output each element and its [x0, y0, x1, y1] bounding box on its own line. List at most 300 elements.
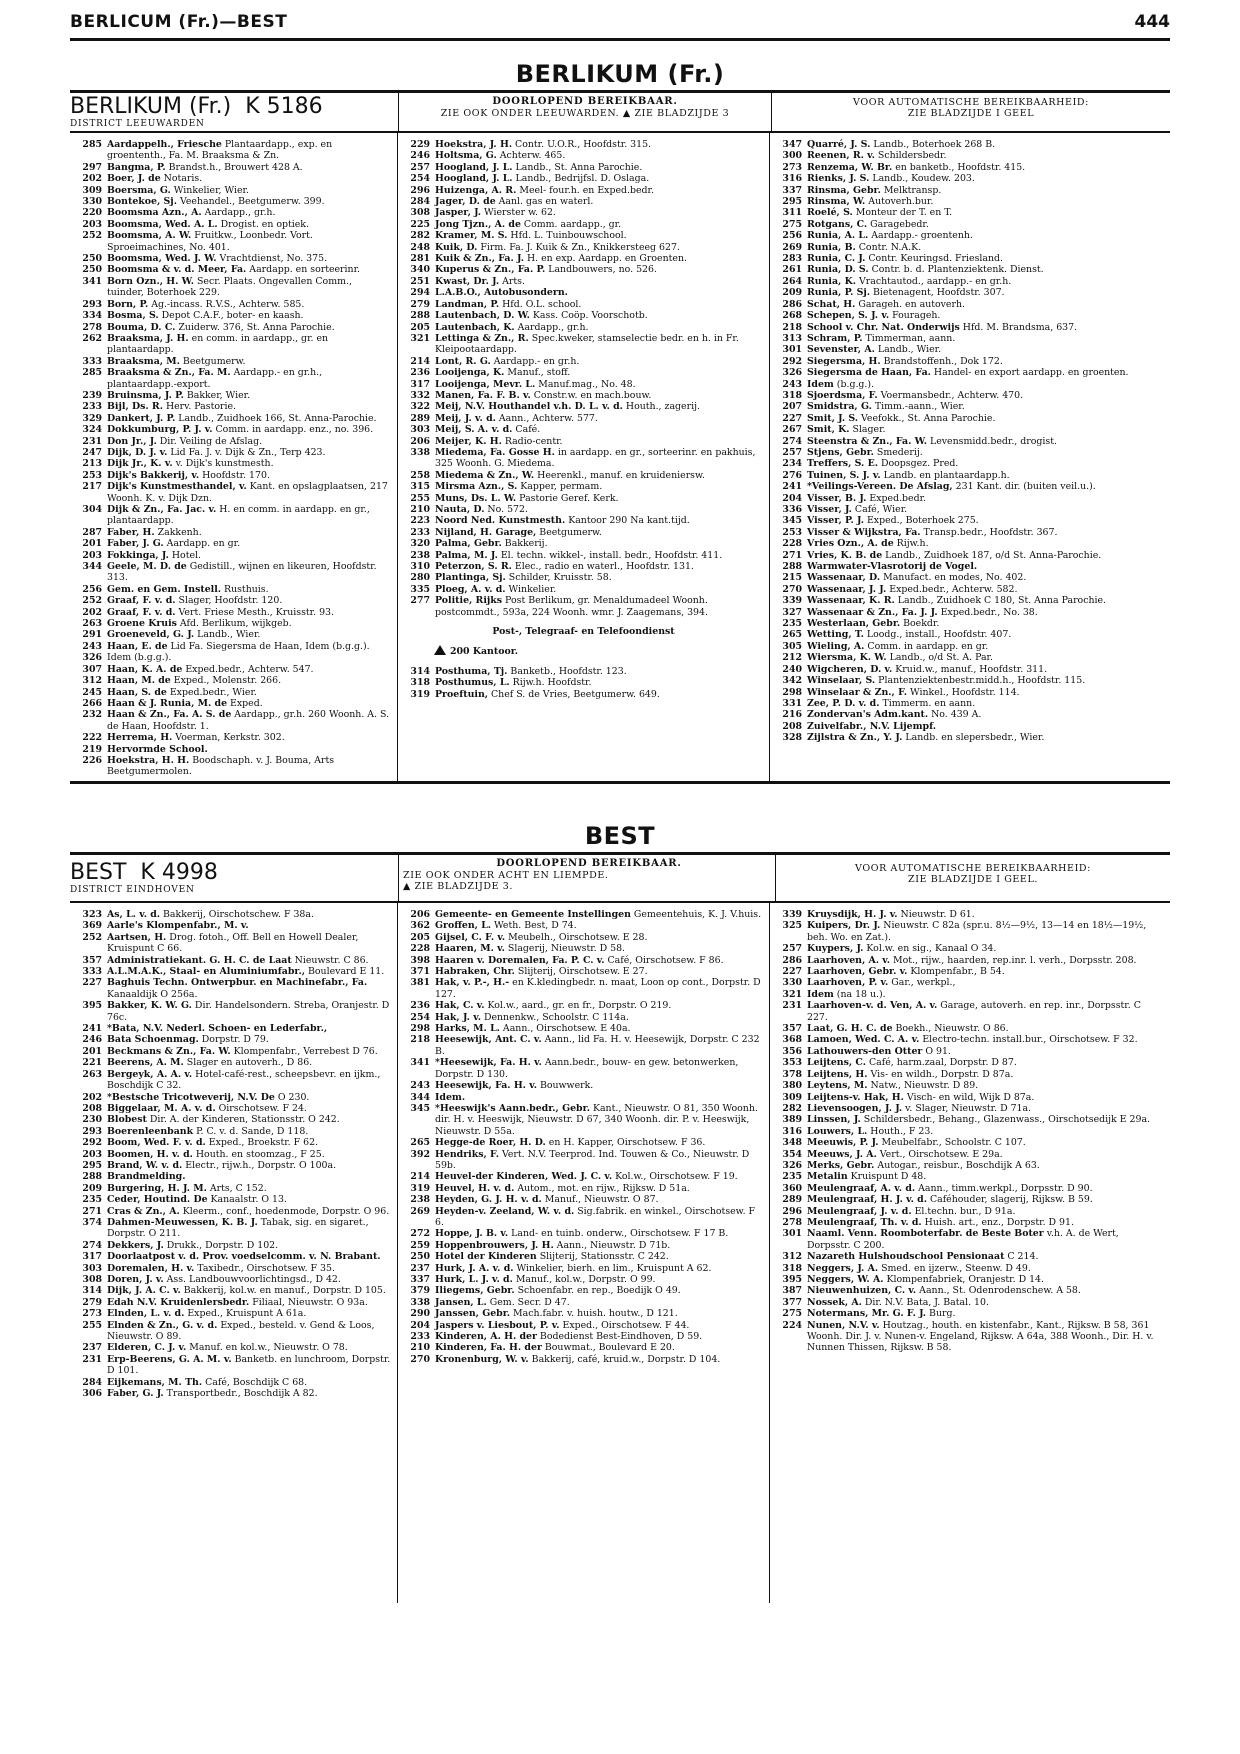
entry-name: Beerens, A. M.: [107, 1057, 184, 1069]
entry-number: 226: [82, 754, 102, 766]
entry-name: Huizenga, A. R.: [435, 184, 517, 196]
entry-details: Veehandel., Beetgumerw. 399.: [176, 196, 325, 208]
entry-number: 262: [82, 332, 102, 344]
listing-entry: [404, 1331, 763, 1342]
entry-details: Arts, C 152.: [206, 1182, 267, 1194]
listing-entry: [404, 276, 763, 287]
entry-details: Sig.fabrik. en winkel., Oirschotsew. F 6.: [435, 1205, 756, 1228]
entry-text: [807, 470, 1164, 481]
entry-name: Hoogland, J. L.: [435, 161, 513, 173]
entry-text: [435, 932, 763, 943]
entry-details: Heerenkl., manuf. en kruideniersw.: [534, 469, 705, 481]
entry-text: [807, 356, 1164, 367]
exchange-info-bar: [70, 90, 1170, 133]
entry-name: Muns, Ds. L. W.: [435, 492, 517, 504]
entry-number: 269: [782, 241, 802, 253]
listing-entry: [776, 550, 1164, 561]
entry-text: [435, 1228, 763, 1239]
entry-text: [435, 242, 763, 253]
listing-entry: [404, 909, 763, 920]
listing-entry: [76, 424, 391, 435]
entry-name: Heuvel-der Kinderen, Wed. J. C. v.: [435, 1171, 613, 1183]
listing-entry: [404, 1171, 763, 1182]
listing-entry: [404, 1251, 763, 1262]
listing-entry: [76, 629, 391, 640]
entry-name: Lont, R. G.: [435, 355, 491, 367]
entry-details: Contr. b. d. Plantenziektenk. Dienst.: [868, 264, 1044, 276]
entry-number: 307: [82, 663, 102, 675]
entry-details: Kanaaldijk O 256a.: [107, 988, 198, 1000]
entry-number: 222: [82, 732, 102, 744]
entry-number: 298: [410, 1023, 430, 1035]
entry-details: Rijw.h. Hoofdstr.: [509, 677, 592, 689]
entry-name: Lievensoogen, J. J.: [807, 1102, 903, 1114]
entry-name: Lautenbach, D. W.: [435, 310, 530, 322]
entry-number: 221: [82, 1057, 102, 1069]
entry-text: [107, 1103, 391, 1114]
entry-details: Café.: [512, 424, 541, 436]
entry-name: Burgering, H. J. M.: [107, 1182, 207, 1194]
entry-name: Visser, J.: [807, 504, 852, 515]
entry-text: [107, 595, 391, 606]
entry-text: [107, 607, 391, 618]
entry-details: Ag.-incass. R.V.S., Achterw. 585.: [148, 298, 305, 310]
listing-entry: [776, 1251, 1164, 1262]
entry-number: 300: [782, 150, 802, 162]
entry-details: Aann., St. Odenrodenschew. A 58.: [916, 1285, 1081, 1297]
entry-text: [435, 367, 763, 378]
entry-name: Jasper, J.: [435, 207, 482, 219]
entry-text: [107, 755, 391, 778]
entry-number: 245: [82, 686, 102, 698]
entry-name: Meulengraaf, A. v. d.: [807, 1182, 916, 1194]
entry-text: [107, 356, 391, 367]
entry-number: 292: [82, 1137, 102, 1149]
listing-column-3: [770, 133, 1170, 781]
entry-name: Plantinga, Sj.: [435, 572, 506, 584]
entry-number: 209: [82, 1182, 102, 1194]
entry-number: 267: [782, 424, 802, 436]
entry-number: 236: [410, 367, 430, 379]
entry-text: [807, 909, 1164, 920]
entry-text: [435, 1354, 763, 1365]
entry-number: 288: [410, 310, 430, 322]
entry-details: en K.kledingbedr. n. maat, Loon op cont., Dorpstr. D 127.: [435, 977, 761, 1000]
entry-name: Boomsma & v. d. Meer, Fa.: [107, 264, 247, 276]
entry-name: Gijsel, C. F. v.: [435, 931, 506, 943]
entry-name: Kwast, Dr. J.: [435, 275, 500, 287]
listing-entry: [76, 744, 391, 755]
entry-number: 201: [82, 1045, 102, 1057]
entry-name: Administratiekant. G. H. C. de Laat: [107, 954, 292, 966]
entry-details: Kol.w., Oirschotsew. F 19.: [612, 1171, 738, 1183]
entry-text: [807, 1126, 1164, 1137]
entry-name: Bontekoe, Sj.: [107, 196, 177, 208]
entry-text: [807, 1206, 1164, 1217]
entry-number: 379: [410, 1285, 430, 1297]
entry-text: [107, 447, 391, 458]
listing-entry: [76, 1377, 391, 1388]
entry-number: 206: [410, 435, 430, 447]
entry-details: Constr.w. en mach.bouw.: [530, 389, 652, 401]
exchange-number: K 5186: [245, 94, 323, 119]
entry-name: Born Ozn., H. W.: [107, 275, 195, 287]
entry-text: [435, 333, 763, 356]
entry-details: Melktransp.: [880, 184, 942, 196]
entry-details: Comm. aardapp., gr.: [520, 218, 622, 230]
entry-name: Boomsma, Wed. J. W.: [107, 253, 217, 265]
entry-text: [107, 1023, 391, 1034]
entry-number: 304: [82, 504, 102, 515]
entry-text: [107, 139, 391, 162]
entry-text: [807, 538, 1164, 549]
entry-text: [807, 1000, 1164, 1023]
entry-details: Brandstoffenh., Dok 172.: [880, 355, 1003, 367]
entry-name: Dokkumburg, P. J. v.: [107, 424, 213, 436]
entry-details: Hotel.: [168, 549, 202, 561]
entry-number: 238: [410, 549, 430, 561]
listing-entry: [76, 1388, 391, 1399]
listing-entry: [404, 1057, 763, 1080]
entry-name: Biggelaar, M. A. v. d.: [107, 1102, 216, 1114]
entry-text: [807, 943, 1164, 954]
entry-name: Visser & Wijkstra, Fa.: [807, 526, 921, 538]
entry-details: Gar., werkpl.,: [888, 977, 956, 989]
entry-text: [807, 732, 1164, 743]
entry-text: [435, 1023, 763, 1034]
entry-number: 275: [782, 218, 802, 230]
entry-number: 205: [410, 321, 430, 333]
entry-details: Schildersbedr., Behang., Glazenwass., Oirschotsedijk E 29a.: [860, 1114, 1151, 1126]
entry-text: [107, 185, 391, 196]
entry-text: [807, 675, 1164, 686]
listing-column-3: [770, 903, 1170, 1603]
listing-entry: [404, 470, 763, 481]
exchange-info-bar: [70, 852, 1170, 903]
entry-text: [435, 379, 763, 390]
entry-name: Hoekstra, H. H.: [107, 754, 190, 766]
entry-name: Haan, E. de: [107, 640, 168, 652]
entry-number: 287: [82, 526, 102, 538]
entry-name: *Veilings-Vereen. De Afslag,: [807, 481, 953, 493]
entry-name: Dijk's Kunstmesthandel, v.: [107, 481, 247, 493]
listing-entry: [404, 299, 763, 310]
entry-text: [807, 920, 1164, 943]
entry-text: [435, 689, 763, 700]
listing-entry: [404, 677, 763, 688]
entry-number: 214: [410, 1171, 430, 1183]
entry-number: 294: [410, 287, 430, 299]
entry-number: 326: [782, 367, 802, 379]
entry-details: Café, Oirschotsew. F 86.: [604, 954, 724, 966]
entry-text: [435, 196, 763, 207]
entry-details: Hotel-café-rest., scheepsbevr. en ijkm., Boschdijk C 32.: [107, 1068, 381, 1092]
entry-details: Vert. N.V. Teerprod. Ind. Touwen & Co., Nieuwstr. D 59b.: [435, 1148, 750, 1171]
entry-text: [107, 687, 391, 698]
entry-number: 316: [782, 173, 802, 185]
entry-name: Wigcheren, D. v.: [807, 663, 893, 675]
entry-number: 229: [410, 139, 430, 150]
entry-name: Rienks, J. S.: [807, 173, 870, 185]
entry-details: Boulevard E 11.: [305, 966, 385, 978]
entry-name: Dijk's Bakkerij, v.: [107, 469, 200, 481]
entry-name: Groffen, L.: [435, 920, 492, 932]
entry-name: Laarhoven-v. d. Ven, A. v.: [807, 1000, 938, 1012]
entry-number: 224: [782, 1319, 802, 1331]
entry-name: Meij, N.V. Houthandel v.h. D. L. v. d.: [435, 401, 623, 413]
listing-entry: [76, 652, 391, 663]
entry-number: 295: [782, 196, 802, 208]
entry-name: Kuik & Zn., Fa. J.: [435, 253, 524, 265]
listing-entry: [404, 1103, 763, 1137]
entry-number: 271: [782, 549, 802, 561]
entry-details: Landb., Boterhoek 268 B.: [870, 139, 996, 150]
entry-text: [107, 219, 391, 230]
entry-number: 338: [410, 1296, 430, 1308]
listing-entry: [404, 689, 763, 700]
entry-details: Kruid.w., manuf., Hoofdstr. 311.: [892, 663, 1048, 675]
entry-details: Houth., F 23.: [867, 1125, 934, 1137]
listing-entry: [76, 607, 391, 618]
entry-text: [107, 162, 391, 173]
availability-line: DOORLOPEND BEREIKBAAR.: [492, 96, 678, 107]
entry-text: [807, 253, 1164, 264]
triangle-icon: [434, 645, 446, 655]
entry-number: 257: [782, 943, 802, 955]
entry-text: [435, 1297, 763, 1308]
entry-details: Vert. Friese Mesth., Kruisstr. 93.: [175, 606, 334, 618]
entry-details: Winkelier, Wier.: [170, 184, 249, 196]
entry-text: [807, 1263, 1164, 1274]
entry-details: Boodschaph. v. J. Bouma, Arts Beetgumermolen.: [107, 754, 335, 778]
entry-text: [807, 1114, 1164, 1125]
entry-text: [107, 1240, 391, 1251]
entry-text: [807, 721, 1164, 732]
listing-entry: [776, 173, 1164, 184]
listing-entry: [404, 185, 763, 196]
entry-details: (na 18 u.).: [833, 988, 886, 1000]
entry-name: Mirsma Azn., S.: [435, 481, 518, 493]
entry-text: [435, 481, 763, 492]
entry-details: v.h. A. de Wert, Dorpsstr. C 200.: [807, 1228, 1119, 1251]
entry-details: Zakkenh.: [154, 526, 202, 538]
entry-name: Bergeyk, A. A. v.: [107, 1068, 193, 1080]
listing-entry: [76, 322, 391, 333]
entry-name: Haan & J. Runia, M. de: [107, 697, 228, 709]
entry-text: [107, 920, 391, 931]
entry-text: [107, 196, 391, 207]
listing-entry: [76, 162, 391, 173]
entry-name: Haan, S. de: [107, 686, 167, 698]
entry-number: 333: [82, 355, 102, 367]
entry-details: Slager, Hoofdstr. 120.: [175, 595, 283, 607]
entry-name: Graaf, F. v. d.: [107, 595, 176, 607]
entry-text: [807, 664, 1164, 675]
listing-entry: [776, 1160, 1164, 1171]
entry-name: Elnden & Zn., G. v. d.: [107, 1319, 218, 1331]
entry-number: 273: [782, 161, 802, 173]
listing-entry: [76, 413, 391, 424]
entry-details: Landb., Zuidhoek 166, St. Anna-Parochie.: [175, 412, 377, 424]
entry-number: 342: [782, 675, 802, 687]
entry-number: 214: [410, 355, 430, 367]
listing-entry: [76, 1263, 391, 1274]
listing-entry: [76, 299, 391, 310]
listing-entry: [776, 196, 1164, 207]
entry-number: 336: [782, 504, 802, 515]
entry-name: *Bestsche Tricotweverij, N.V. De: [107, 1091, 275, 1103]
entry-text: [807, 276, 1164, 287]
entry-text: [107, 1114, 391, 1125]
entry-name: Fokkinga, J.: [107, 549, 169, 561]
entry-details: Spec.kweker, stamselectie bedr. en h. in Fr. Kleipootaardapp.: [435, 332, 739, 356]
entry-number: 227: [82, 977, 102, 989]
entry-details: Exped., Molenstr. 266.: [170, 675, 282, 687]
entry-name: Schat, H.: [807, 298, 856, 310]
entry-name: Boomsma Azn., A.: [107, 207, 202, 219]
entry-details: Schoenfabr. en rep., Boedijk O 49.: [514, 1285, 681, 1297]
listing-entry: [776, 139, 1164, 150]
entry-text: [807, 561, 1164, 572]
entry-text: [107, 1354, 391, 1377]
entry-details: Landb., Koudew. 203.: [869, 173, 975, 185]
entry-number: 398: [410, 954, 430, 966]
listing-entry: [776, 1114, 1164, 1125]
entry-details: Idem (b.g.g.).: [107, 652, 172, 664]
listing-entry: [776, 966, 1164, 977]
listing-entry: [776, 1057, 1164, 1068]
entry-number: 354: [782, 1148, 802, 1160]
listing-entry: [404, 1240, 763, 1251]
entry-details: Caféhouder, slagerij, Rijksw. B 59.: [926, 1194, 1093, 1206]
entry-number: 233: [410, 526, 430, 538]
entry-text: [435, 1240, 763, 1251]
entry-number: 387: [782, 1285, 802, 1297]
entry-name: Haan, M. de: [107, 675, 171, 687]
entry-name: Jong Tjzn., A. de: [435, 218, 521, 230]
entry-name: Wassenaar, J. J.: [807, 583, 887, 595]
listing-entry: [76, 1354, 391, 1377]
entry-details: Meel- four.h. en Exped.bedr.: [516, 184, 654, 196]
entry-name: Boomsma, Wed. A. L.: [107, 218, 218, 230]
entry-text: [107, 264, 391, 275]
entry-details: Aann., lid Fa. H. v. Heesewijk, Dorpstr. C 232 B.: [435, 1034, 760, 1057]
entry-details: Klompenfabr., B 54.: [907, 966, 1005, 978]
entry-text: [807, 1069, 1164, 1080]
listing-entry: [76, 1285, 391, 1296]
listing-entry: [404, 666, 763, 677]
entry-text: [107, 413, 391, 424]
entry-details: Drog. fotoh., Off. Bell en Howell Dealer, Kruispunt C 66.: [107, 931, 359, 955]
listing-entry: [76, 1126, 391, 1137]
entry-number: 340: [410, 264, 430, 276]
entry-text: [807, 150, 1164, 161]
entry-details: Electro-techn. install.bur., Oirschotsew. F 32.: [919, 1034, 1138, 1046]
entry-text: [435, 1263, 763, 1274]
entry-text: [107, 1263, 391, 1274]
entry-details: Mot., rijw., haarden, rep.inr. l. verh., Dorpsstr. 208.: [890, 954, 1137, 966]
entry-text: [435, 390, 763, 401]
entry-name: Manen, Fa. F. B. v.: [435, 389, 531, 401]
entry-name: Nunen, N.V. v.: [807, 1319, 880, 1331]
listing-entry: [76, 698, 391, 709]
entry-number: 250: [82, 264, 102, 276]
entry-text: [807, 550, 1164, 561]
entry-name: Hendriks, F.: [435, 1148, 499, 1160]
entry-name: Haaren v. Doremalen, Fa. P. C. v.: [435, 954, 605, 966]
listing-entry: [76, 447, 391, 458]
listing-entry: [404, 173, 763, 184]
entry-text: [435, 173, 763, 184]
listing-entry: [76, 1069, 391, 1092]
entry-number: 357: [82, 954, 102, 966]
entry-number: 315: [410, 481, 430, 493]
entry-number: 243: [410, 1080, 430, 1092]
listing-entry: [76, 390, 391, 401]
listing-column-2-entries: [404, 139, 763, 618]
entry-text: [807, 966, 1164, 977]
listing-entry: [76, 664, 391, 675]
listing-entry: [776, 989, 1164, 1000]
entry-name: Dijk, D. J. v.: [107, 446, 168, 458]
entry-name: Merks, Gebr.: [807, 1159, 875, 1171]
listing-entry: [404, 1320, 763, 1331]
listing-entry: [404, 561, 763, 572]
entry-text: [435, 550, 763, 561]
entry-text: [107, 1183, 391, 1194]
entry-details: Exped.bedr., Achterw. 547.: [182, 663, 314, 675]
entry-number: 285: [82, 367, 102, 379]
entry-details: Comm. in aardapp. en gr.: [864, 640, 989, 652]
entry-number: 250: [410, 1251, 430, 1263]
listing-entry: [76, 185, 391, 196]
entry-text: [107, 253, 391, 264]
entry-details: Klompenfabriek, Oranjestr. D 14.: [883, 1274, 1044, 1285]
entry-details: Houth., zagerij.: [622, 401, 700, 413]
entry-text: [807, 173, 1164, 184]
entry-name: Zuivelfabr., N.V. Lijempf.: [807, 720, 937, 732]
entry-details: Exped., besteld. v. Gend & Loos, Nieuwstr. O 89.: [107, 1319, 375, 1343]
entry-details: Houtzag., houth. en kistenfabr., Kant., Rijksw. B 58, 361 Woonh. Dir. J. v. Nunen-v. Engeland, Rijksw. A 64a, 388 Woonh., Dir. H. v. Nunnen Thissen, Rijksw. B 58.: [807, 1319, 1154, 1354]
entry-name: Boersma, G.: [107, 184, 171, 196]
entry-text: [435, 322, 763, 333]
listing-entry: [404, 527, 763, 538]
entry-text: [807, 572, 1164, 583]
entry-details: Bouwwerk.: [536, 1080, 594, 1092]
post-office-notice-text: 200 Kantoor.: [450, 646, 519, 658]
entry-text: [435, 356, 763, 367]
listing-entry: [404, 1034, 763, 1057]
entry-number: 266: [82, 697, 102, 709]
entry-number: 314: [82, 1285, 102, 1297]
entry-details: in aardapp. en gr., sorteerinr. en pakhuis, 325 Woonh. G. Miedema.: [435, 446, 756, 470]
entry-number: 335: [410, 583, 430, 595]
entry-number: 225: [410, 218, 430, 230]
listing-entry: [776, 447, 1164, 458]
listing-entry: [776, 470, 1164, 481]
entry-name: Runia, P. Sj.: [807, 287, 871, 299]
entry-name: Meulengraaf, J. v. d.: [807, 1205, 912, 1217]
listing-entry: [76, 687, 391, 698]
entry-number: 273: [82, 1308, 102, 1320]
entry-text: [435, 264, 763, 275]
listing-entry: [776, 424, 1164, 435]
entry-text: [435, 219, 763, 230]
entry-details: Aann., Oirschotsew. E 40a.: [499, 1023, 631, 1035]
entry-name: Idem.: [435, 1091, 466, 1103]
entry-text: [107, 1388, 391, 1399]
entry-details: Smed. en ijzerw., Steenw. D 49.: [878, 1262, 1031, 1274]
